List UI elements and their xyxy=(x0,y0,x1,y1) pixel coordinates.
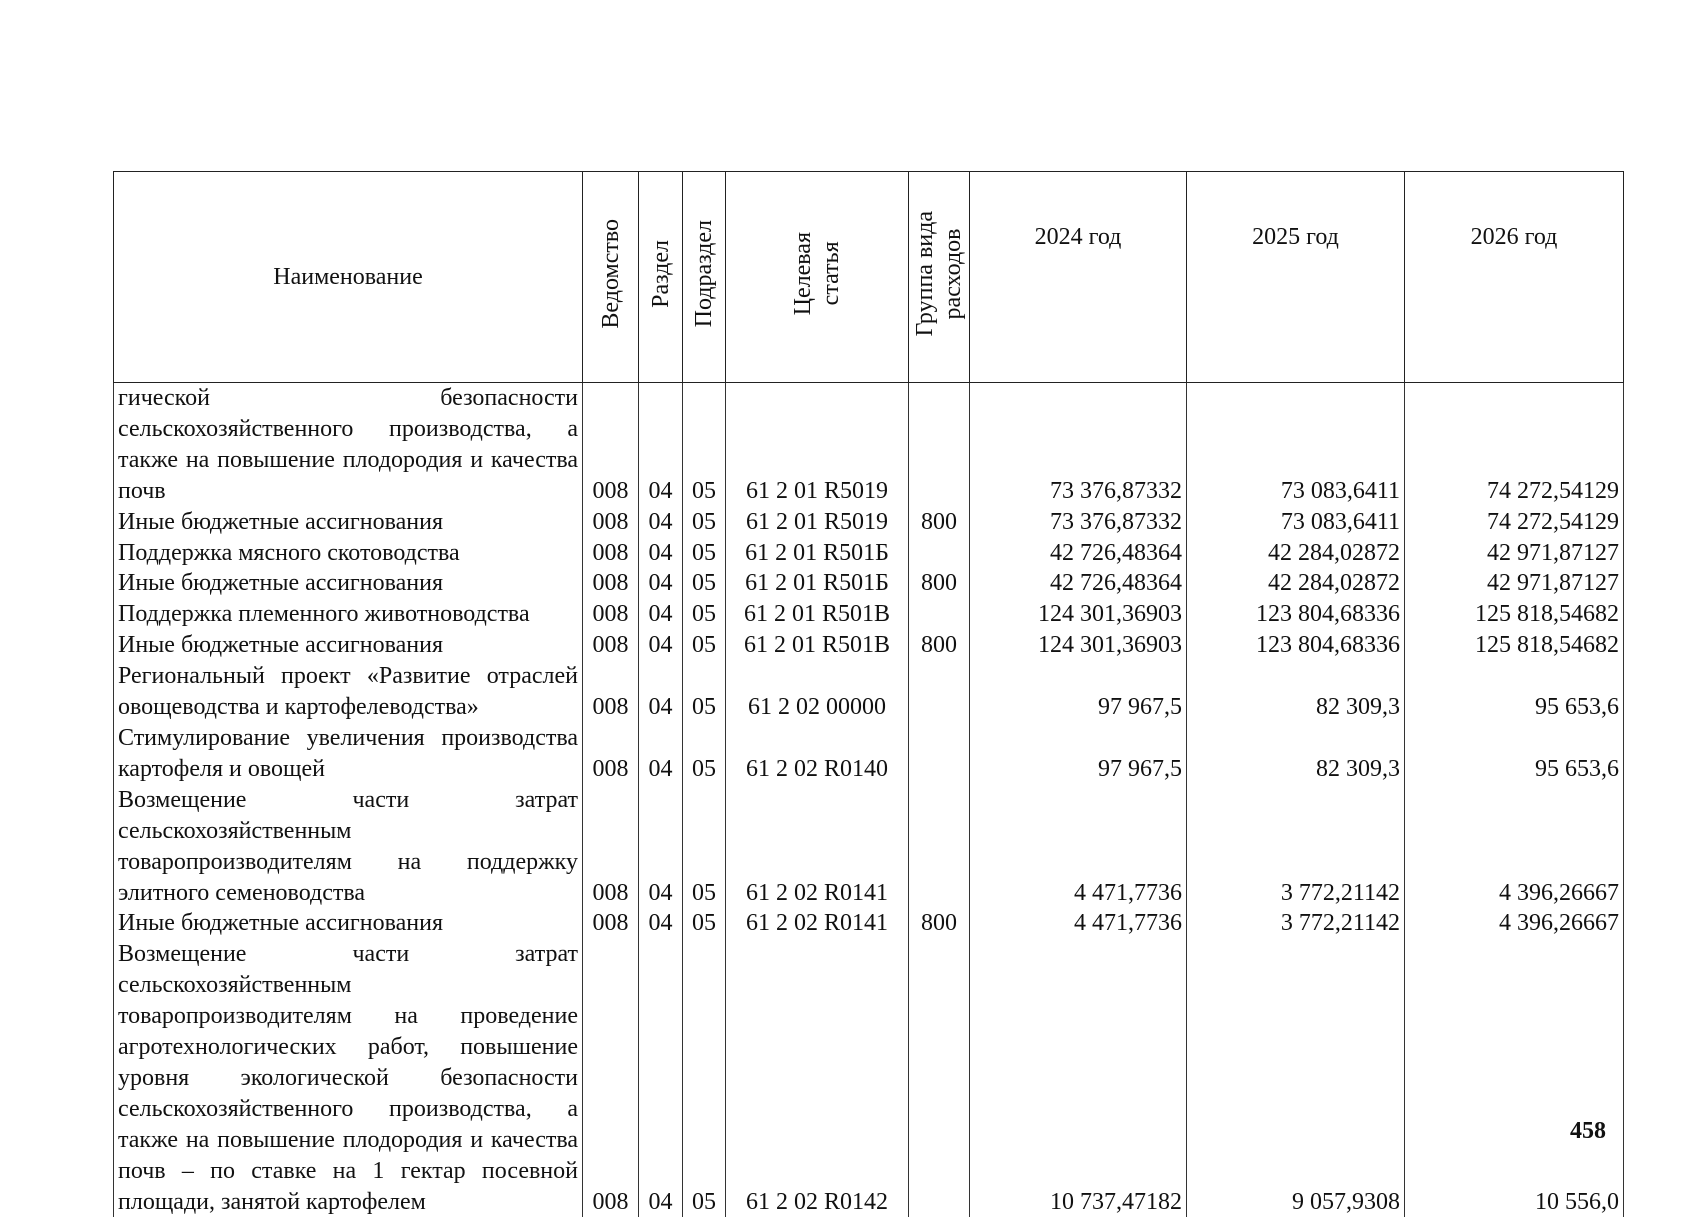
cell-2026: 42 971,87127 xyxy=(1405,568,1624,599)
cell-name: Поддержка племенного животноводства xyxy=(114,599,583,630)
page-number: 458 xyxy=(1570,1118,1606,1145)
cell-celevaya: 61 2 01 R501В xyxy=(726,630,909,661)
cell-razdel: 04 xyxy=(639,785,683,909)
cell-razdel: 04 xyxy=(639,630,683,661)
cell-2026: 125 818,54682 xyxy=(1405,630,1624,661)
cell-name: Стимулирование увеличения производства картофеля и овощей xyxy=(114,723,583,785)
cell-2025: 3 772,21142 xyxy=(1187,785,1405,909)
cell-2025: 82 309,3 xyxy=(1187,723,1405,785)
header-row xyxy=(114,172,1624,383)
header-celevaya: Целевая статья xyxy=(726,172,909,383)
header-razdel: Раздел xyxy=(639,172,683,383)
cell-gruppa xyxy=(909,939,970,1217)
cell-ved: 008 xyxy=(583,723,639,785)
cell-ved: 008 xyxy=(583,630,639,661)
cell-2026: 74 272,54129 xyxy=(1405,383,1624,507)
cell-2025: 73 083,6411 xyxy=(1187,507,1405,538)
cell-ved: 008 xyxy=(583,507,639,538)
table-body xyxy=(114,383,1624,1217)
table-row xyxy=(114,568,1624,599)
cell-gruppa xyxy=(909,538,970,569)
cell-2024: 73 376,87332 xyxy=(970,507,1187,538)
cell-2026: 95 653,6 xyxy=(1405,723,1624,785)
header-2025: 2025 год xyxy=(1187,172,1405,383)
cell-2024: 73 376,87332 xyxy=(970,383,1187,507)
cell-name: Возмещение части затрат сельскохозяйственным товаропроизводителям на проведение агротехнологических работ, повышение уровня экологической безопасности сельскохозяйственного производства, а также на повышение плодородия и качества почв – по ставке на 1 гектар посевной площади, занятой картофелем xyxy=(114,939,583,1217)
cell-celevaya: 61 2 01 R5019 xyxy=(726,507,909,538)
cell-name: Поддержка мясного скотоводства xyxy=(114,538,583,569)
cell-2026: 4 396,26667 xyxy=(1405,785,1624,909)
cell-celevaya: 61 2 01 R501Б xyxy=(726,538,909,569)
cell-2026: 74 272,54129 xyxy=(1405,507,1624,538)
cell-gruppa: 800 xyxy=(909,507,970,538)
cell-name: гической безопасности сельскохозяйственного производства, а также на повышение плодородия и качества почв xyxy=(114,383,583,507)
budget-table xyxy=(113,171,1624,1217)
cell-2024: 97 967,5 xyxy=(970,661,1187,723)
cell-2024: 10 737,47182 xyxy=(970,939,1187,1217)
header-ved: Ведомство xyxy=(583,172,639,383)
table-row xyxy=(114,599,1624,630)
cell-2026: 125 818,54682 xyxy=(1405,599,1624,630)
cell-ved: 008 xyxy=(583,939,639,1217)
cell-podrazdel: 05 xyxy=(683,383,726,507)
cell-2025: 123 804,68336 xyxy=(1187,599,1405,630)
cell-gruppa xyxy=(909,599,970,630)
cell-2024: 42 726,48364 xyxy=(970,538,1187,569)
cell-celevaya: 61 2 02 R0142 xyxy=(726,939,909,1217)
cell-gruppa: 800 xyxy=(909,908,970,939)
cell-name: Иные бюджетные ассигнования xyxy=(114,507,583,538)
cell-2026: 4 396,26667 xyxy=(1405,908,1624,939)
cell-razdel: 04 xyxy=(639,723,683,785)
cell-celevaya: 61 2 01 R501В xyxy=(726,599,909,630)
header-gruppa: Группа вида расходов xyxy=(909,172,970,383)
cell-2025: 9 057,9308 xyxy=(1187,939,1405,1217)
cell-podrazdel: 05 xyxy=(683,785,726,909)
table-row xyxy=(114,630,1624,661)
cell-2024: 97 967,5 xyxy=(970,723,1187,785)
cell-podrazdel: 05 xyxy=(683,908,726,939)
cell-gruppa xyxy=(909,661,970,723)
cell-podrazdel: 05 xyxy=(683,507,726,538)
cell-2025: 73 083,6411 xyxy=(1187,383,1405,507)
cell-podrazdel: 05 xyxy=(683,538,726,569)
header-2026: 2026 год xyxy=(1405,172,1624,383)
cell-2026: 42 971,87127 xyxy=(1405,538,1624,569)
cell-2026: 10 556,0 xyxy=(1405,939,1624,1217)
cell-celevaya: 61 2 02 00000 xyxy=(726,661,909,723)
cell-2025: 42 284,02872 xyxy=(1187,538,1405,569)
budget-table-container xyxy=(113,171,1623,1217)
cell-podrazdel: 05 xyxy=(683,599,726,630)
cell-name: Возмещение части затрат сельскохозяйственным товаропроизводителям на поддержку элитного семеноводства xyxy=(114,785,583,909)
cell-razdel: 04 xyxy=(639,538,683,569)
cell-podrazdel: 05 xyxy=(683,568,726,599)
cell-gruppa: 800 xyxy=(909,630,970,661)
cell-razdel: 04 xyxy=(639,908,683,939)
cell-ved: 008 xyxy=(583,785,639,909)
cell-celevaya: 61 2 02 R0141 xyxy=(726,908,909,939)
header-2024: 2024 год xyxy=(970,172,1187,383)
table-row xyxy=(114,507,1624,538)
cell-razdel: 04 xyxy=(639,939,683,1217)
cell-celevaya: 61 2 01 R501Б xyxy=(726,568,909,599)
cell-gruppa xyxy=(909,785,970,909)
cell-2024: 4 471,7736 xyxy=(970,785,1187,909)
cell-razdel: 04 xyxy=(639,568,683,599)
header-podrazdel: Подраздел xyxy=(683,172,726,383)
cell-name: Иные бюджетные ассигнования xyxy=(114,908,583,939)
cell-celevaya: 61 2 02 R0141 xyxy=(726,785,909,909)
cell-2024: 124 301,36903 xyxy=(970,599,1187,630)
cell-podrazdel: 05 xyxy=(683,939,726,1217)
cell-podrazdel: 05 xyxy=(683,630,726,661)
cell-ved: 008 xyxy=(583,908,639,939)
cell-2025: 3 772,21142 xyxy=(1187,908,1405,939)
cell-name: Иные бюджетные ассигнования xyxy=(114,630,583,661)
cell-razdel: 04 xyxy=(639,507,683,538)
cell-razdel: 04 xyxy=(639,383,683,507)
cell-2025: 42 284,02872 xyxy=(1187,568,1405,599)
table-row xyxy=(114,939,1624,1217)
cell-podrazdel: 05 xyxy=(683,661,726,723)
cell-razdel: 04 xyxy=(639,661,683,723)
cell-2024: 42 726,48364 xyxy=(970,568,1187,599)
cell-ved: 008 xyxy=(583,661,639,723)
cell-2024: 124 301,36903 xyxy=(970,630,1187,661)
cell-podrazdel: 05 xyxy=(683,723,726,785)
header-name: Наименование xyxy=(114,172,583,383)
table-row xyxy=(114,661,1624,723)
cell-2025: 82 309,3 xyxy=(1187,661,1405,723)
cell-gruppa: 800 xyxy=(909,568,970,599)
cell-ved: 008 xyxy=(583,383,639,507)
table-row xyxy=(114,383,1624,507)
cell-name: Региональный проект «Развитие отраслей овощеводства и картофелеводства» xyxy=(114,661,583,723)
cell-2025: 123 804,68336 xyxy=(1187,630,1405,661)
cell-ved: 008 xyxy=(583,538,639,569)
table-row xyxy=(114,538,1624,569)
cell-celevaya: 61 2 01 R5019 xyxy=(726,383,909,507)
cell-gruppa xyxy=(909,723,970,785)
cell-celevaya: 61 2 02 R0140 xyxy=(726,723,909,785)
table-header xyxy=(114,172,1624,383)
cell-name: Иные бюджетные ассигнования xyxy=(114,568,583,599)
cell-ved: 008 xyxy=(583,599,639,630)
cell-2024: 4 471,7736 xyxy=(970,908,1187,939)
table-row xyxy=(114,908,1624,939)
table-row xyxy=(114,785,1624,909)
cell-2026: 95 653,6 xyxy=(1405,661,1624,723)
cell-gruppa xyxy=(909,383,970,507)
cell-razdel: 04 xyxy=(639,599,683,630)
cell-ved: 008 xyxy=(583,568,639,599)
table-row xyxy=(114,723,1624,785)
